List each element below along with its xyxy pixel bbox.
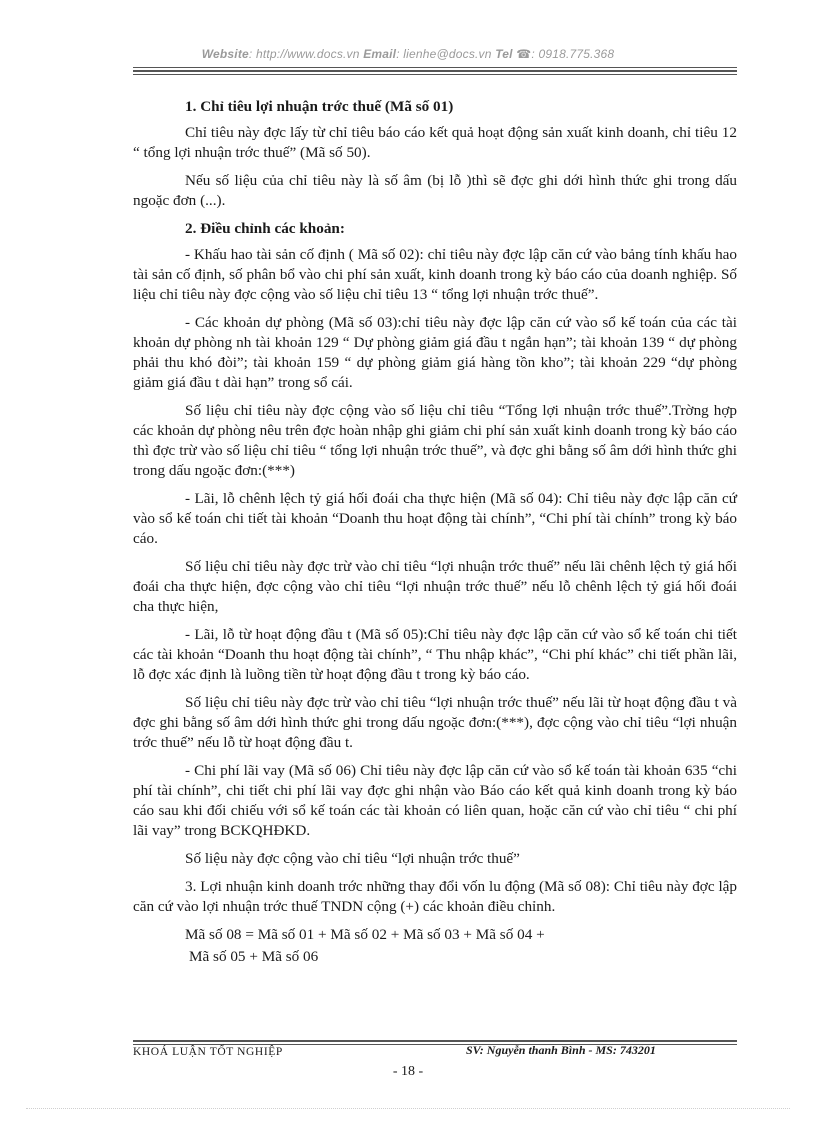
paragraph: - Lãi, lỗ chênh lệch tỷ giá hối đoái cha thực hiện (Mã số 04): Chỉ tiêu này đợc lập căn cứ vào sổ kế toán chi tiết tài khoản “Doanh thu hoạt động tài chính”, “Chi phí tài chính” trong kỳ báo cáo. <box>133 490 737 547</box>
heading-section-1: 1. Chỉ tiêu lợi nhuận trớc thuế (Mã số 01) <box>185 98 454 115</box>
paragraph: Số liệu chỉ tiêu này đợc trừ vào chỉ tiêu “lợi nhuận trớc thuế” nếu lãi chênh lệch tỷ giá hối đoái cha thực hiện, đợc cộng vào chỉ tiêu “lợi nhuận trớc thuế” nếu lỗ chênh lệch tỷ giá hối đoái cha thực hiện, <box>133 558 737 615</box>
email-label: Email <box>363 47 397 61</box>
website-label: Website <box>201 47 249 61</box>
header-rule-thin <box>133 67 737 68</box>
body-text <box>133 97 737 975</box>
paragraph: Nếu số liệu của chỉ tiêu này là số âm (bị lỗ )thì sẽ đợc ghi dới hình thức ghi trong dấu ngoặc đơn (...). <box>133 172 737 209</box>
paragraph: - Lãi, lỗ từ hoạt động đầu t (Mã số 05):Chỉ tiêu này đợc lập căn cứ vào sổ kế toán chi tiết các tài khoản “Doanh thu hoạt động tài chính”, “ Thu nhập khác”, “Chi phí khác” chi tiết phần lãi, lỗ đợc xác định là luồng tiền từ hoạt động đầu t trong kỳ báo cáo. <box>133 626 737 683</box>
email-value: : lienhe@docs.vn <box>396 47 492 61</box>
paragraph: Số liệu chỉ tiêu này đợc trừ vào chỉ tiêu “lợi nhuận trớc thuế” nếu lãi từ hoạt động đầu t và đợc ghi bằng số âm dới hình thức ghi trong dấu ngoặc đơn:(***), đợc cộng vào chỉ tiêu “lợi nhuận trớc thuế” nếu lỗ từ hoạt động đầu t. <box>133 694 737 751</box>
paragraph: Số liệu này đợc cộng vào chỉ tiêu “lợi nhuận trớc thuế” <box>185 850 520 867</box>
paragraph: Số liệu chỉ tiêu này đợc cộng vào số liệu chỉ tiêu “Tổng lợi nhuận trớc thuế”.Trờng hợp các khoản dự phòng nêu trên đợc hoàn nhập ghi giảm chi phí sản xuất kinh doanh trong kỳ báo cáo thì đợc trừ vào số liệu chỉ tiêu “ tổng lợi nhuận trớc thuế”, và đợc ghi bằng số âm dới hình thức ghi trong dấu ngoặc đơn:(***) <box>133 402 737 479</box>
footer-rule-thick <box>133 1040 737 1042</box>
paragraph: - Chi phí lãi vay (Mã số 06) Chỉ tiêu này đợc lập căn cứ vào sổ kế toán tài khoản 635 “chi phí tài chính”, chi tiết chi phí lãi vay đợc ghi nhận vào Báo cáo kết quả kinh doanh trong kỳ báo cáo sau khi đối chiếu với sổ kế toán các tài khoản có liên quan, hoặc căn cứ vào chỉ tiêu “ chi phí lãi vay” trong BCKQHĐKD. <box>133 762 737 839</box>
page-bottom-dotted-border <box>26 1108 790 1109</box>
tel-label: Tel <box>495 47 513 61</box>
tel-value: : 0918.775.368 <box>531 47 615 61</box>
phone-icon: ☎ <box>516 47 532 61</box>
paragraph: - Khấu hao tài sản cố định ( Mã số 02): chỉ tiêu này đợc lập căn cứ vào bảng tính khấu hao tài sản cố định, số phân bổ vào chi phí sản xuất, kinh doanh trong kỳ báo cáo của doanh nghiệp. Số liệu chỉ tiêu này đợc cộng vào số liệu chỉ tiêu 13 “ tổng lợi nhuận trớc thuế”. <box>133 246 737 303</box>
page-header <box>0 47 816 61</box>
heading-section-2: 2. Điều chỉnh các khoản: <box>185 220 345 237</box>
header-rule-thin-2 <box>133 74 737 75</box>
formula-line-2: Mã số 05 + Mã số 06 <box>189 948 319 965</box>
paragraph: Chỉ tiêu này đợc lấy từ chỉ tiêu báo cáo kết quả hoạt động sản xuất kinh doanh, chỉ tiêu 12 “ tổng lợi nhuận trớc thuế” (Mã số 50). <box>133 124 737 161</box>
formula-line-1: Mã số 08 = Mã số 01 + Mã số 02 + Mã số 03 + Mã số 04 + <box>185 926 545 943</box>
header-rule-thick <box>133 70 737 72</box>
paragraph: 3. Lợi nhuận kinh doanh trớc những thay đổi vốn lu động (Mã số 08): Chỉ tiêu này đợc lập căn cứ vào lợi nhuận trớc thuế TNDN cộng (+) các khoản điều chỉnh. <box>133 878 737 915</box>
page-number: - 18 - <box>392 1064 424 1079</box>
paragraph: - Các khoản dự phòng (Mã số 03):chỉ tiêu này đợc lập căn cứ vào sổ kế toán của các tài khoản dự phòng nh tài khoản 129 “ Dự phòng giảm giá đầu t ngắn hạn”; tài khoản 139 “ dự phòng phải thu khó đòi”; tài khoản 159 “ dự phòng giảm giá hàng tồn kho”; tài khoản 229 “dự phòng giảm giá đầu t dài hạn” trong sổ cái. <box>133 314 737 391</box>
footer-thesis-label: KHOÁ LUẬN TỐT NGHIỆP <box>133 1046 283 1058</box>
footer-student-info: SV: Nguyễn thanh Bình - MS: 743201 <box>466 1043 656 1057</box>
website-value: : http://www.docs.vn <box>248 47 360 61</box>
